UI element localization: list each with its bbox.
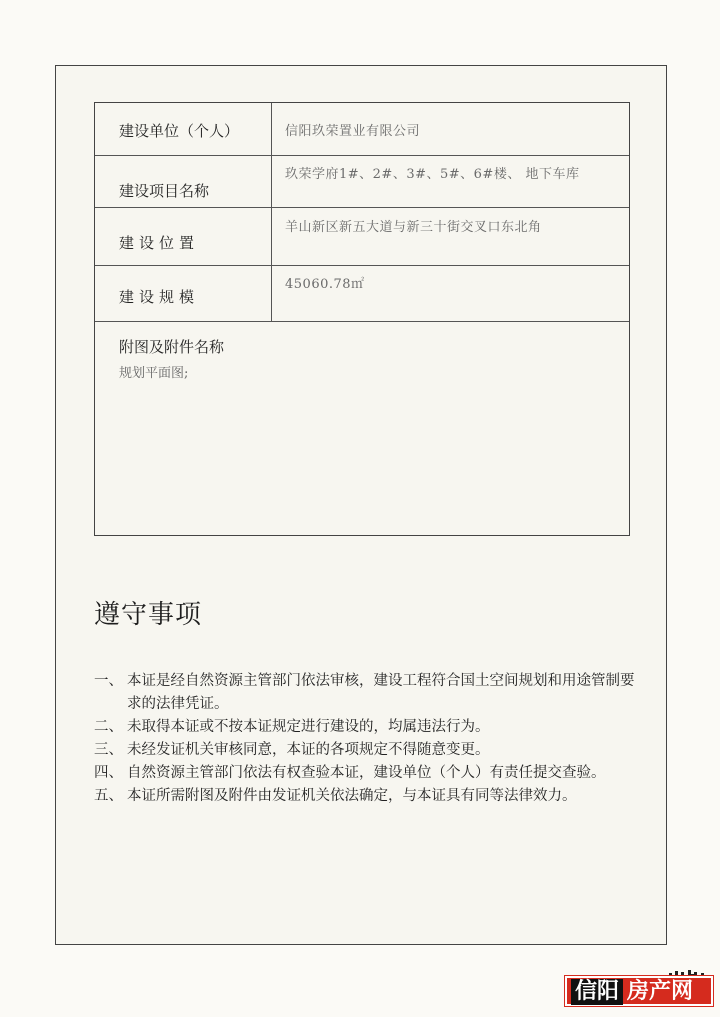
scale-label: 建设规模 bbox=[119, 288, 200, 306]
note-item bbox=[94, 762, 644, 785]
location-label: 建设位置 bbox=[119, 234, 200, 252]
site-watermark bbox=[565, 970, 713, 1008]
row-builder bbox=[95, 103, 629, 156]
row-project bbox=[95, 155, 629, 208]
builder-label: 建设单位（个人） bbox=[119, 122, 240, 140]
attachments-value: 规划平面图; bbox=[119, 366, 189, 381]
project-value: 玖荣学府1#、2#、3#、5#、6#楼、 地下车库 bbox=[285, 167, 580, 182]
row-location bbox=[95, 207, 629, 266]
note-text: 本证所需附图及附件由发证机关依法确定，与本证具有同等法律效力。 bbox=[127, 788, 577, 804]
note-item bbox=[94, 739, 644, 762]
note-text: 自然资源主管部门依法有权查验本证，建设单位（个人）有责任提交查验。 bbox=[127, 765, 606, 781]
note-text: 未经发证机关审核同意，本证的各项规定不得随意变更。 bbox=[127, 742, 490, 758]
note-number: 四、 bbox=[94, 765, 123, 781]
note-item bbox=[94, 716, 644, 739]
note-number: 二、 bbox=[94, 719, 123, 735]
location-value: 羊山新区新五大道与新三十街交叉口东北角 bbox=[285, 220, 542, 235]
info-table bbox=[94, 102, 630, 536]
builder-label-cell bbox=[95, 103, 272, 155]
attachments-label: 附图及附件名称 bbox=[119, 338, 225, 356]
builder-value: 信阳玖荣置业有限公司 bbox=[285, 124, 421, 139]
row-scale bbox=[95, 265, 629, 322]
notes-list bbox=[94, 670, 644, 808]
note-text: 未取得本证或不按本证规定进行建设的，均属违法行为。 bbox=[127, 719, 490, 735]
note-number: 一、 bbox=[94, 673, 123, 689]
notes-heading: 遵守事项 bbox=[94, 600, 203, 630]
watermark-site: 房产网 bbox=[627, 979, 694, 1004]
scale-value: 45060.78㎡ bbox=[285, 277, 365, 292]
note-text: 本证是经自然资源主管部门依法审核，建设工程符合国土空间规划和用途管制要求的法律凭证。 bbox=[127, 673, 635, 712]
note-number: 五、 bbox=[94, 788, 123, 804]
note-item bbox=[94, 670, 644, 716]
note-number: 三、 bbox=[94, 742, 123, 758]
scale-label-cell bbox=[95, 265, 272, 321]
project-label-cell bbox=[95, 155, 272, 207]
project-label: 建设项目名称 bbox=[119, 182, 210, 200]
location-label-cell bbox=[95, 207, 272, 265]
watermark-city: 信阳 bbox=[571, 979, 623, 1005]
note-item bbox=[94, 785, 644, 808]
watermark-box bbox=[565, 976, 713, 1006]
certificate-page bbox=[55, 65, 667, 945]
